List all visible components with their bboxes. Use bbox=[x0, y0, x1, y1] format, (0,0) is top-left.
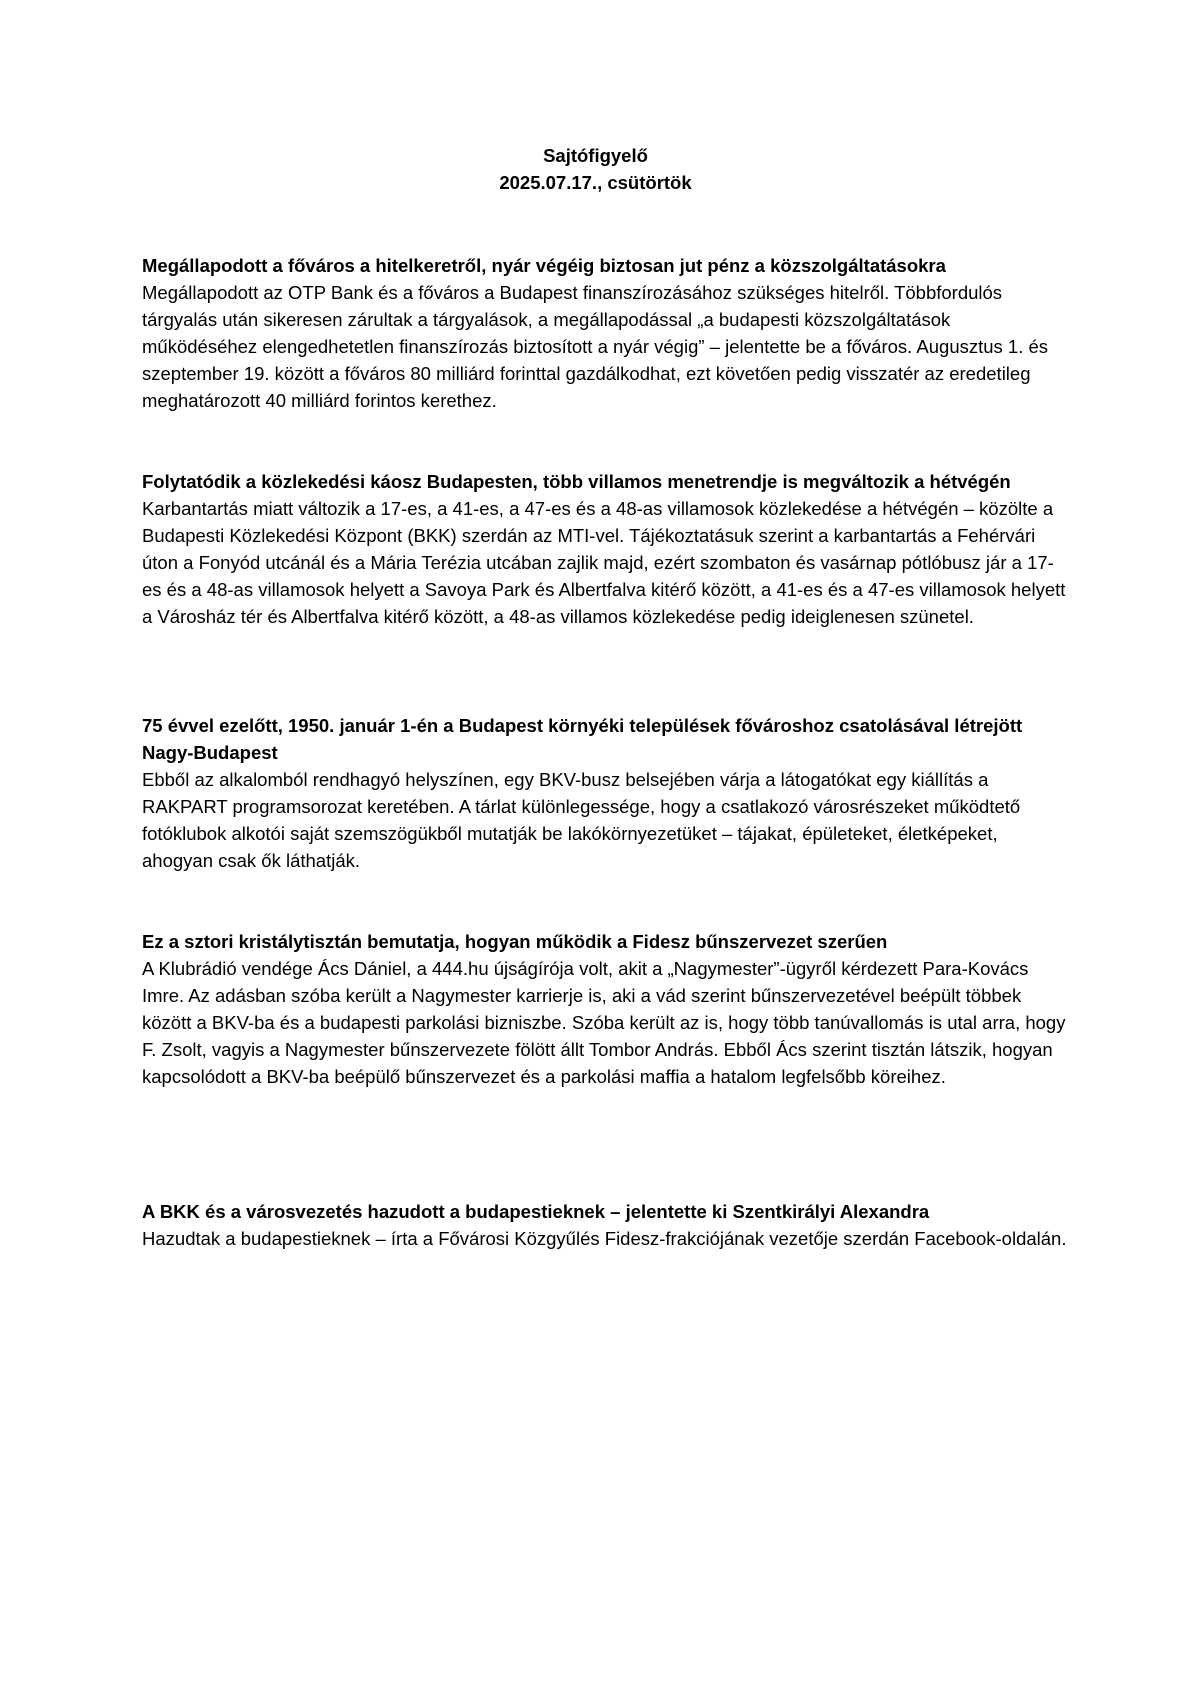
article-title: Megállapodott a főváros a hitelkeretről, nyár végéig biztosan jut pénz a közszolgáltatásokra bbox=[142, 255, 946, 276]
document-title: Sajtófigyelő bbox=[543, 145, 648, 166]
article-4 bbox=[142, 928, 1067, 1090]
document-header bbox=[0, 142, 1191, 196]
article-title: Folytatódik a közlekedési káosz Budapesten, több villamos menetrendje is megváltozik a hétvégén bbox=[142, 471, 1011, 492]
article-body: Megállapodott az OTP Bank és a főváros a Budapest finanszírozásához szükséges hitelről. Többfordulós tárgyalás után sikeresen zárultak a tárgyalások, a megállapodással „a budapesti közszolgáltatások működéséhez elengedhetetlen finanszírozás biztosított a nyár végig” – jelentette be a főváros. Augusztus 1. és szeptember 19. között a főváros 80 milliárd forinttal gazdálkodhat, ezt követően pedig visszatér az eredetileg meghatározott 40 milliárd forintos kerethez. bbox=[142, 282, 1049, 411]
article-3 bbox=[142, 712, 1067, 874]
article-title: A BKK és a városvezetés hazudott a budapestieknek – jelentette ki Szentkirályi Alexandra bbox=[142, 1201, 930, 1222]
article-2 bbox=[142, 468, 1067, 630]
article-5 bbox=[142, 1198, 1067, 1252]
article-body: Hazudtak a budapestieknek – írta a Fővárosi Közgyűlés Fidesz-frakciójának vezetője szerdán Facebook-oldalán. bbox=[142, 1228, 1067, 1249]
article-body: Karbantartás miatt változik a 17-es, a 41-es, a 47-es és a 48-as villamosok közlekedése a hétvégén – közölte a Budapesti Közlekedési Központ (BKK) szerdán az MTI-vel. Tájékoztatásuk szerint a karbantartás a Fehérvári úton a Fonyód utcánál és a Mária Terézia utcában zajlik majd, ezért szombaton és vasárnap pótlóbusz jár a 17-es és a 48-as villamosok helyett a Savoya Park és Albertfalva kitérő között, a 41-es és a 47-es villamosok helyett a Városház tér és Albertfalva kitérő között, a 48-as villamos közlekedése pedig ideiglenesen szünetel. bbox=[142, 498, 1066, 627]
article-title: Ez a sztori kristálytisztán bemutatja, hogyan működik a Fidesz bűnszervezet szerűen bbox=[142, 931, 888, 952]
document-date: 2025.07.17., csütörtök bbox=[499, 172, 692, 193]
article-1 bbox=[142, 252, 1067, 414]
article-body: Ebből az alkalomból rendhagyó helyszínen, egy BKV-busz belsejében várja a látogatókat egy kiállítás a RAKPART programsorozat keretében. A tárlat különlegessége, hogy a csatlakozó városrészeket működtető fotóklubok alkotói saját szemszögükből mutatják be lakókörnyezetüket – tájakat, épületeket, életképeket, ahogyan csak ők láthatják. bbox=[142, 769, 1021, 871]
article-body: A Klubrádió vendége Ács Dániel, a 444.hu újságírója volt, akit a „Nagymester”-ügyről kérdezett Para-Kovács Imre. Az adásban szóba került a Nagymester karrierje is, aki a vád szerint bűnszervezetével beépült többek között a BKV-ba és a budapesti parkolási bizniszbe. Szóba került az is, hogy több tanúvallomás is utal arra, hogy F. Zsolt, vagyis a Nagymester bűnszervezete fölött állt Tombor András. Ebből Ács szerint tisztán látszik, hogyan kapcsolódott a BKV-ba beépülő bűnszervezet és a parkolási maffia a hatalom legfelsőbb köreihez. bbox=[142, 958, 1066, 1087]
article-title: 75 évvel ezelőtt, 1950. január 1-én a Budapest környéki települések fővároshoz csatolásával létrejött Nagy-Budapest bbox=[142, 715, 1023, 763]
